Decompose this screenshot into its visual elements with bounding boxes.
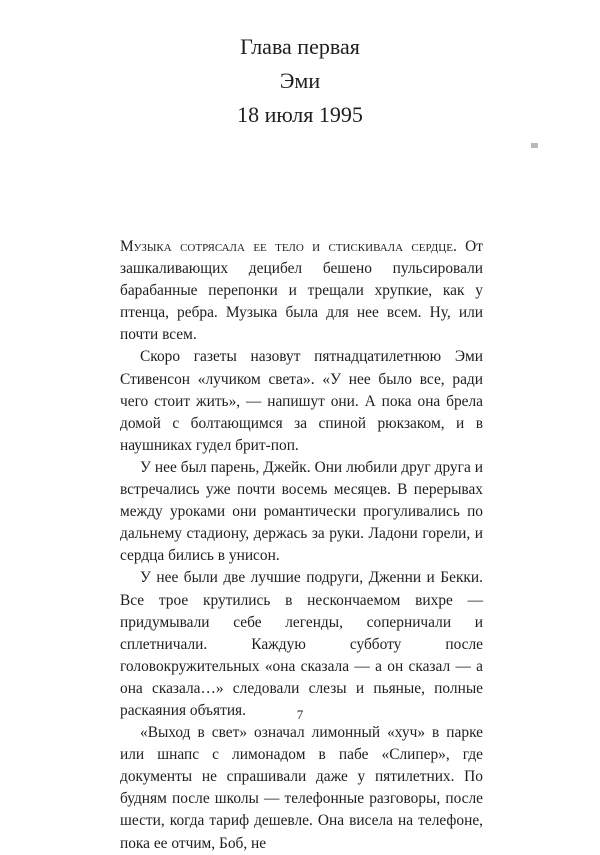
- chapter-character-name: Эми: [279, 68, 321, 93]
- chapter-title-block: [0, 30, 600, 132]
- chapter-date: 18 июля 1995: [237, 102, 363, 127]
- page-number: 7: [296, 707, 304, 722]
- body-text: [120, 236, 483, 855]
- opening-smallcaps: Музыка сотрясала ее тело и стискивала сердце.: [120, 238, 457, 255]
- paragraph-text: От зашкаливающих децибел бешено пульсировали барабанные перепонки и трещали хрупкие, как у птенца, ребра. Музыка была для нее всем. Ну, или почти всем.: [120, 238, 483, 344]
- paragraph: У нее был парень, Джейк. Они любили друг друга и встречались уже почти восемь месяцев. В перерывах между уроками они романтически прогуливались по дальнему стадиону, держась за руки. Ладони горели, и сердца бились в унисон.: [120, 458, 483, 565]
- scan-mark: [531, 143, 538, 148]
- chapter-heading: Глава первая: [240, 34, 360, 59]
- paragraph: «Выход в свет» означал лимонный «хуч» в парке или шнапс с лимонадом в пабе «Слипер», где документы не спрашивали даже у пятилетних. По будням после школы — телефонные разговоры, после шести, когда тариф дешевле. Она висела на телефоне, пока ее отчим, Боб, не: [120, 724, 483, 852]
- paragraph: Скоро газеты назовут пятнадцатилетнюю Эми Стивенсон «лучиком света». «У нее было все, ради чего стоит жить», — напишут они. А пока она брела домой с болтающимся за спиной рюкзаком, и в наушниках гудел брит-поп.: [120, 348, 483, 454]
- paragraph: У нее были две лучшие подруги, Дженни и Бекки. Все трое крутились в нескончаемом вихре — придумывали себе легенды, соперничали и сплетничали. Каждую субботу после головокружительных «она сказала — а он сказал — а она сказала…» следовали слезы и пьяные, полные раскаяния объятия.: [120, 569, 483, 719]
- paragraph: [120, 236, 483, 346]
